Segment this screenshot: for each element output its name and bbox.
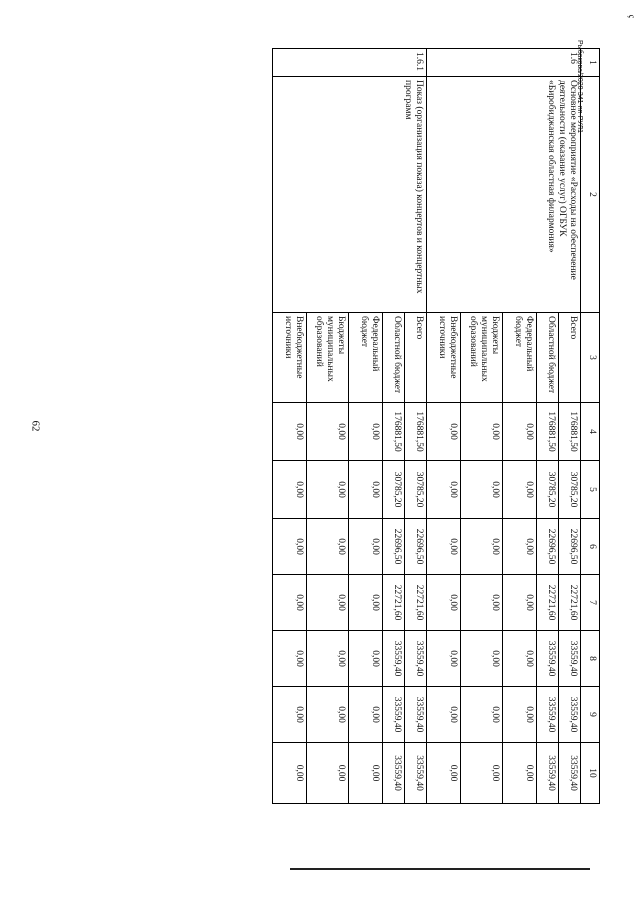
amount-cell: 0,00 <box>307 743 349 804</box>
amount-cell: 33559,40 <box>559 743 581 804</box>
amount-cell: 0,00 <box>461 743 503 804</box>
column-header-4: 4 <box>581 403 600 461</box>
table-row <box>559 49 581 804</box>
amount-cell: 0,00 <box>349 631 383 687</box>
budget-table <box>272 48 600 804</box>
amount-cell: 176881,50 <box>537 403 559 461</box>
amount-cell: 0,00 <box>427 575 461 631</box>
column-header-6: 6 <box>581 519 600 575</box>
amount-cell: 176881,50 <box>559 403 581 461</box>
amount-cell: 33559,40 <box>383 687 405 743</box>
amount-cell: 0,00 <box>307 403 349 461</box>
funding-source: Федеральный бюджет <box>503 313 537 403</box>
column-header-9: 9 <box>581 687 600 743</box>
amount-cell: 0,00 <box>273 519 307 575</box>
amount-cell: 30785,20 <box>405 461 427 519</box>
column-header-5: 5 <box>581 461 600 519</box>
amount-cell: 0,00 <box>273 403 307 461</box>
table-row <box>405 49 427 804</box>
amount-cell: 0,00 <box>273 631 307 687</box>
funding-source: Внебюджетные источники <box>427 313 461 403</box>
amount-cell: 0,00 <box>307 519 349 575</box>
amount-cell: 0,00 <box>461 687 503 743</box>
amount-cell: 22696,50 <box>405 519 427 575</box>
amount-cell: 0,00 <box>307 687 349 743</box>
funding-source: Всего <box>559 313 581 403</box>
amount-cell: 0,00 <box>427 631 461 687</box>
amount-cell: 0,00 <box>427 743 461 804</box>
amount-cell: 22696,50 <box>383 519 405 575</box>
page-number: 62 <box>29 420 42 432</box>
amount-cell: 0,00 <box>307 631 349 687</box>
amount-cell: 33559,40 <box>537 631 559 687</box>
amount-cell: 0,00 <box>349 519 383 575</box>
funding-source: Внебюджетные источники <box>273 313 307 403</box>
amount-cell: 0,00 <box>273 575 307 631</box>
row-code: 1.6.1 <box>273 49 427 77</box>
amount-cell: 0,00 <box>273 743 307 804</box>
table-wrapper <box>70 48 600 803</box>
column-header-3: 3 <box>581 313 600 403</box>
amount-cell: 0,00 <box>461 519 503 575</box>
amount-cell: 176881,50 <box>383 403 405 461</box>
amount-cell: 30785,20 <box>383 461 405 519</box>
amount-cell: 0,00 <box>349 461 383 519</box>
amount-cell: 0,00 <box>461 575 503 631</box>
side-mark: ҫ <box>627 14 637 19</box>
amount-cell: 22721,60 <box>383 575 405 631</box>
funding-source: Федеральный бюджет <box>349 313 383 403</box>
amount-cell: 0,00 <box>273 461 307 519</box>
header-row <box>581 49 600 804</box>
amount-cell: 0,00 <box>307 461 349 519</box>
amount-cell: 0,00 <box>427 519 461 575</box>
amount-cell: 33559,40 <box>383 743 405 804</box>
amount-cell: 33559,40 <box>405 687 427 743</box>
amount-cell: 33559,40 <box>537 743 559 804</box>
column-header-10: 10 <box>581 743 600 804</box>
amount-cell: 0,00 <box>503 403 537 461</box>
funding-source: Бюджеты муниципальных образований <box>461 313 503 403</box>
amount-cell: 0,00 <box>503 743 537 804</box>
amount-cell: 0,00 <box>461 403 503 461</box>
amount-cell: 22721,60 <box>559 575 581 631</box>
amount-cell: 33559,40 <box>537 687 559 743</box>
amount-cell: 0,00 <box>427 687 461 743</box>
amount-cell: 33559,40 <box>405 743 427 804</box>
amount-cell: 0,00 <box>349 743 383 804</box>
amount-cell: 0,00 <box>503 461 537 519</box>
row-code: 1.6 <box>427 49 581 77</box>
amount-cell: 30785,20 <box>537 461 559 519</box>
column-header-2: 2 <box>581 77 600 313</box>
column-header-7: 7 <box>581 575 600 631</box>
amount-cell: 0,00 <box>427 461 461 519</box>
amount-cell: 33559,40 <box>383 631 405 687</box>
amount-cell: 0,00 <box>349 575 383 631</box>
activity-name: Показ (организация показа) концертов и концертных программ <box>273 77 427 313</box>
bottom-rule <box>290 868 590 870</box>
amount-cell: 30785,20 <box>559 461 581 519</box>
amount-cell: 22696,50 <box>537 519 559 575</box>
column-header-1: 1 <box>581 49 600 77</box>
funding-source: Всего <box>405 313 427 403</box>
amount-cell: 0,00 <box>503 519 537 575</box>
activity-name: Основное мероприятие «Расходы на обеспечение деятельности (оказание услуг) ОГБУК «Биробиджанская областная филармония» <box>427 77 581 313</box>
amount-cell: 0,00 <box>503 575 537 631</box>
amount-cell: 22696,50 <box>559 519 581 575</box>
document-code: Рыбакова/2020-341-пп-РУЛ1 <box>576 40 583 133</box>
funding-source: Областной бюджет <box>383 313 405 403</box>
amount-cell: 33559,40 <box>405 631 427 687</box>
column-header-8: 8 <box>581 631 600 687</box>
amount-cell: 176881,50 <box>405 403 427 461</box>
amount-cell: 0,00 <box>427 403 461 461</box>
funding-source: Бюджеты муниципальных образований <box>307 313 349 403</box>
amount-cell: 0,00 <box>503 631 537 687</box>
amount-cell: 0,00 <box>273 687 307 743</box>
amount-cell: 0,00 <box>461 461 503 519</box>
funding-source: Областной бюджет <box>537 313 559 403</box>
amount-cell: 0,00 <box>307 575 349 631</box>
rotated-table-container <box>70 48 600 803</box>
amount-cell: 0,00 <box>461 631 503 687</box>
amount-cell: 22721,60 <box>405 575 427 631</box>
amount-cell: 0,00 <box>349 687 383 743</box>
amount-cell: 0,00 <box>503 687 537 743</box>
amount-cell: 33559,40 <box>559 631 581 687</box>
amount-cell: 0,00 <box>349 403 383 461</box>
amount-cell: 33559,40 <box>559 687 581 743</box>
amount-cell: 22721,60 <box>537 575 559 631</box>
